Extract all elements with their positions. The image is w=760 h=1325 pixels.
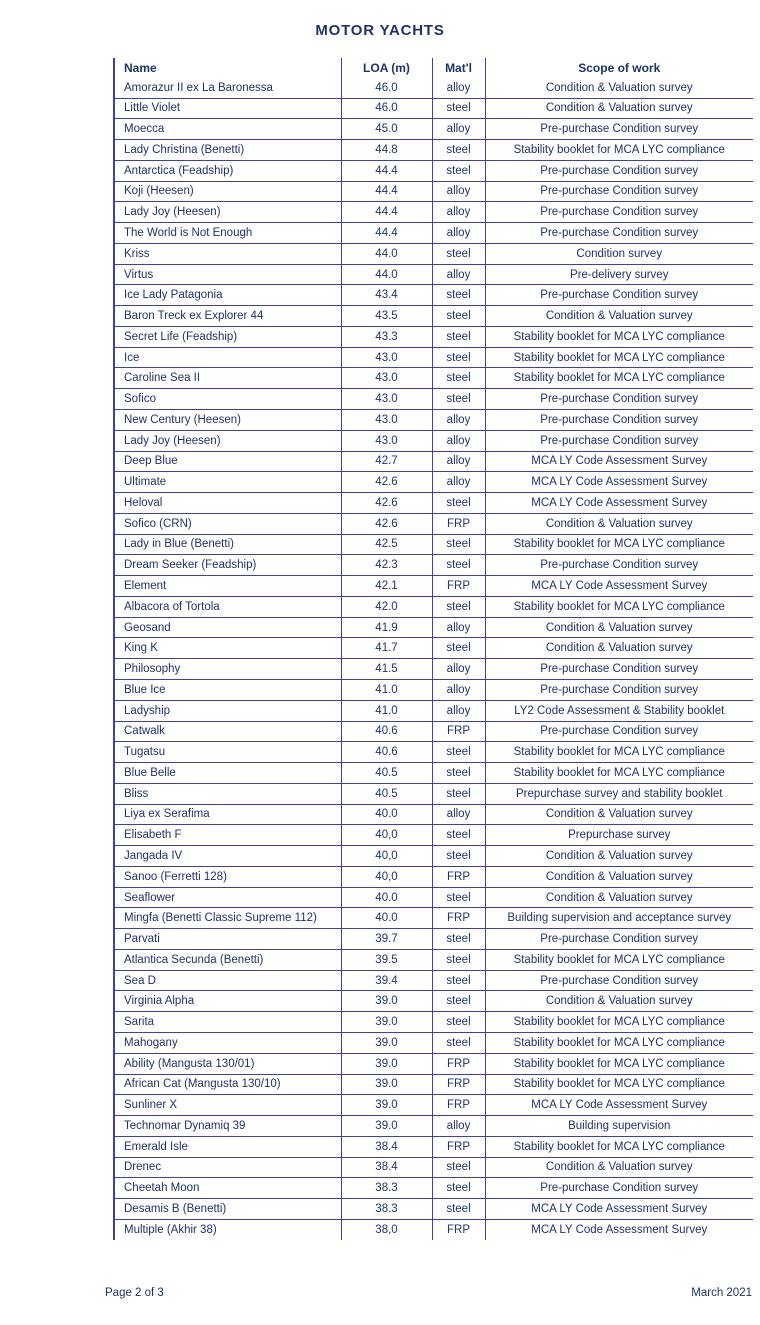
cell-material: alloy: [432, 410, 485, 431]
cell-loa: 39.4: [341, 970, 432, 991]
table-row: [114, 596, 753, 617]
cell-material: FRP: [432, 1074, 485, 1095]
cell-loa: 42.6: [341, 472, 432, 493]
cell-scope: Pre-purchase Condition survey: [485, 410, 753, 431]
cell-name: New Century (Heesen): [114, 410, 341, 431]
cell-scope: Condition & Valuation survey: [485, 804, 753, 825]
cell-scope: Condition & Valuation survey: [485, 866, 753, 887]
table-row: [114, 949, 753, 970]
table-row: [114, 306, 753, 327]
table-row: [114, 1095, 753, 1116]
cell-scope: MCA LY Code Assessment Survey: [485, 451, 753, 472]
cell-scope: Prepurchase survey and stability booklet: [485, 783, 753, 804]
cell-name: Multiple (Akhir 38): [114, 1219, 341, 1239]
cell-scope: Building supervision and acceptance survey: [485, 908, 753, 929]
table-row: [114, 929, 753, 950]
cell-loa: 43.4: [341, 285, 432, 306]
cell-scope: Stability booklet for MCA LYC compliance: [485, 1053, 753, 1074]
cell-material: alloy: [432, 119, 485, 140]
cell-loa: 42.5: [341, 534, 432, 555]
table-row: [114, 1012, 753, 1033]
cell-material: steel: [432, 140, 485, 161]
cell-name: Sea D: [114, 970, 341, 991]
cell-loa: 43.0: [341, 430, 432, 451]
cell-loa: 42.6: [341, 493, 432, 514]
cell-scope: MCA LY Code Assessment Survey: [485, 1199, 753, 1220]
cell-loa: 44.4: [341, 202, 432, 223]
table-row: [114, 866, 753, 887]
column-header-scope: Scope of work: [485, 58, 753, 78]
table-row: [114, 763, 753, 784]
cell-loa: 40.6: [341, 721, 432, 742]
cell-material: alloy: [432, 223, 485, 244]
table-row: [114, 430, 753, 451]
cell-scope: Condition survey: [485, 243, 753, 264]
table-row: [114, 1074, 753, 1095]
table-row: [114, 410, 753, 431]
cell-name: Philosophy: [114, 659, 341, 680]
cell-name: Ability (Mangusta 130/01): [114, 1053, 341, 1074]
cell-name: Element: [114, 576, 341, 597]
cell-name: Seaflower: [114, 887, 341, 908]
page-number: Page 2 of 3: [105, 1287, 164, 1299]
cell-name: Jangada IV: [114, 846, 341, 867]
table-row: [114, 1157, 753, 1178]
table-row: [114, 1178, 753, 1199]
table-row: [114, 576, 753, 597]
cell-name: Atlantica Secunda (Benetti): [114, 949, 341, 970]
cell-loa: 46.0: [341, 98, 432, 119]
cell-loa: 40.5: [341, 783, 432, 804]
cell-scope: Condition & Valuation survey: [485, 98, 753, 119]
cell-loa: 43.3: [341, 326, 432, 347]
table-row: [114, 555, 753, 576]
cell-name: Ultimate: [114, 472, 341, 493]
cell-scope: Building supervision: [485, 1116, 753, 1137]
cell-loa: 39.0: [341, 1074, 432, 1095]
table-row: [114, 679, 753, 700]
cell-material: alloy: [432, 700, 485, 721]
cell-name: Emerald Isle: [114, 1136, 341, 1157]
cell-name: Deep Blue: [114, 451, 341, 472]
cell-loa: 40.0: [341, 804, 432, 825]
cell-loa: 44.4: [341, 160, 432, 181]
cell-name: Ice: [114, 347, 341, 368]
cell-name: Mingfa (Benetti Classic Supreme 112): [114, 908, 341, 929]
cell-material: alloy: [432, 430, 485, 451]
cell-scope: Prepurchase survey: [485, 825, 753, 846]
cell-scope: Stability booklet for MCA LYC compliance: [485, 326, 753, 347]
cell-name: Sarita: [114, 1012, 341, 1033]
table-row: [114, 846, 753, 867]
cell-material: steel: [432, 347, 485, 368]
cell-loa: 44.0: [341, 243, 432, 264]
cell-name: Tugatsu: [114, 742, 341, 763]
table-row: [114, 223, 753, 244]
cell-loa: 44.4: [341, 223, 432, 244]
cell-loa: 39.0: [341, 1116, 432, 1137]
cell-material: FRP: [432, 1095, 485, 1116]
table-row: [114, 451, 753, 472]
cell-loa: 40.5: [341, 763, 432, 784]
cell-scope: Pre-purchase Condition survey: [485, 389, 753, 410]
column-header-material: Mat'l: [432, 58, 485, 78]
table-row: [114, 1199, 753, 1220]
cell-loa: 43.0: [341, 410, 432, 431]
table-row: [114, 78, 753, 98]
table-row: [114, 970, 753, 991]
cell-material: alloy: [432, 1116, 485, 1137]
cell-material: steel: [432, 1178, 485, 1199]
cell-scope: MCA LY Code Assessment Survey: [485, 493, 753, 514]
cell-material: FRP: [432, 513, 485, 534]
cell-name: King K: [114, 638, 341, 659]
table-row: [114, 140, 753, 161]
cell-scope: Pre-purchase Condition survey: [485, 119, 753, 140]
cell-name: Blue Ice: [114, 679, 341, 700]
cell-material: steel: [432, 493, 485, 514]
cell-scope: Pre-purchase Condition survey: [485, 1178, 753, 1199]
cell-name: Lady Joy (Heesen): [114, 430, 341, 451]
cell-material: alloy: [432, 451, 485, 472]
cell-loa: 42.1: [341, 576, 432, 597]
cell-material: steel: [432, 555, 485, 576]
cell-scope: Pre-purchase Condition survey: [485, 555, 753, 576]
cell-material: steel: [432, 763, 485, 784]
cell-name: Lady Joy (Heesen): [114, 202, 341, 223]
table-header-row: [114, 58, 753, 78]
cell-loa: 40,0: [341, 825, 432, 846]
cell-scope: Pre-purchase Condition survey: [485, 181, 753, 202]
cell-scope: Stability booklet for MCA LYC compliance: [485, 140, 753, 161]
cell-name: Baron Treck ex Explorer 44: [114, 306, 341, 327]
cell-loa: 42.0: [341, 596, 432, 617]
page-title: MOTOR YACHTS: [315, 22, 445, 39]
cell-loa: 39.0: [341, 1095, 432, 1116]
cell-scope: Pre-purchase Condition survey: [485, 160, 753, 181]
cell-loa: 43.0: [341, 347, 432, 368]
cell-material: steel: [432, 160, 485, 181]
cell-name: Sofico: [114, 389, 341, 410]
cell-loa: 44.8: [341, 140, 432, 161]
cell-scope: Stability booklet for MCA LYC compliance: [485, 1012, 753, 1033]
cell-loa: 39.5: [341, 949, 432, 970]
cell-loa: 39.7: [341, 929, 432, 950]
cell-name: Heloval: [114, 493, 341, 514]
cell-scope: Stability booklet for MCA LYC compliance: [485, 763, 753, 784]
cell-material: alloy: [432, 659, 485, 680]
cell-name: Mahogany: [114, 1032, 341, 1053]
cell-loa: 39.0: [341, 991, 432, 1012]
table-row: [114, 908, 753, 929]
table-row: [114, 659, 753, 680]
cell-loa: 40.0: [341, 887, 432, 908]
cell-name: Virginia Alpha: [114, 991, 341, 1012]
cell-material: steel: [432, 742, 485, 763]
cell-scope: Stability booklet for MCA LYC compliance: [485, 368, 753, 389]
cell-loa: 43.0: [341, 389, 432, 410]
cell-name: Koji (Heesen): [114, 181, 341, 202]
cell-loa: 44.4: [341, 181, 432, 202]
cell-material: alloy: [432, 78, 485, 98]
cell-scope: Pre-purchase Condition survey: [485, 679, 753, 700]
cell-material: alloy: [432, 264, 485, 285]
cell-material: FRP: [432, 908, 485, 929]
cell-loa: 38.3: [341, 1178, 432, 1199]
table-row: [114, 991, 753, 1012]
cell-scope: Pre-purchase Condition survey: [485, 721, 753, 742]
cell-scope: Stability booklet for MCA LYC compliance: [485, 347, 753, 368]
cell-scope: Stability booklet for MCA LYC compliance: [485, 1074, 753, 1095]
cell-loa: 40,0: [341, 866, 432, 887]
cell-material: steel: [432, 1012, 485, 1033]
cell-name: Catwalk: [114, 721, 341, 742]
cell-name: Lady Christina (Benetti): [114, 140, 341, 161]
table-row: [114, 493, 753, 514]
cell-scope: Condition & Valuation survey: [485, 846, 753, 867]
cell-name: Dream Seeker (Feadship): [114, 555, 341, 576]
cell-scope: Pre-purchase Condition survey: [485, 659, 753, 680]
cell-name: Drenec: [114, 1157, 341, 1178]
cell-material: steel: [432, 949, 485, 970]
cell-scope: Condition & Valuation survey: [485, 78, 753, 98]
cell-material: steel: [432, 991, 485, 1012]
cell-material: alloy: [432, 679, 485, 700]
cell-material: steel: [432, 638, 485, 659]
cell-loa: 44.0: [341, 264, 432, 285]
cell-material: steel: [432, 783, 485, 804]
cell-loa: 41.9: [341, 617, 432, 638]
cell-name: Sunliner X: [114, 1095, 341, 1116]
cell-scope: Condition & Valuation survey: [485, 1157, 753, 1178]
cell-scope: Condition & Valuation survey: [485, 887, 753, 908]
cell-name: Desamis B (Benetti): [114, 1199, 341, 1220]
cell-scope: Pre-delivery survey: [485, 264, 753, 285]
cell-material: steel: [432, 929, 485, 950]
cell-material: steel: [432, 846, 485, 867]
cell-material: steel: [432, 326, 485, 347]
cell-loa: 43.0: [341, 368, 432, 389]
cell-name: Sanoo (Ferretti 128): [114, 866, 341, 887]
table-row: [114, 472, 753, 493]
yacht-table: [113, 58, 753, 1240]
table-row: [114, 721, 753, 742]
table-row: [114, 742, 753, 763]
cell-name: Bliss: [114, 783, 341, 804]
cell-loa: 41.0: [341, 700, 432, 721]
cell-scope: Stability booklet for MCA LYC compliance: [485, 949, 753, 970]
table-row: [114, 1136, 753, 1157]
cell-material: FRP: [432, 1136, 485, 1157]
table-row: [114, 783, 753, 804]
cell-loa: 43.5: [341, 306, 432, 327]
cell-loa: 41.0: [341, 679, 432, 700]
cell-name: Geosand: [114, 617, 341, 638]
cell-material: steel: [432, 825, 485, 846]
table-row: [114, 617, 753, 638]
cell-name: Technomar Dynamiq 39: [114, 1116, 341, 1137]
cell-scope: Stability booklet for MCA LYC compliance: [485, 1136, 753, 1157]
cell-name: Ice Lady Patagonia: [114, 285, 341, 306]
cell-loa: 38.4: [341, 1136, 432, 1157]
table-row: [114, 243, 753, 264]
cell-material: steel: [432, 98, 485, 119]
cell-name: Caroline Sea II: [114, 368, 341, 389]
cell-name: Kriss: [114, 243, 341, 264]
cell-loa: 38,0: [341, 1219, 432, 1239]
cell-name: Moecca: [114, 119, 341, 140]
cell-loa: 38.4: [341, 1157, 432, 1178]
cell-scope: Stability booklet for MCA LYC compliance: [485, 742, 753, 763]
cell-name: Little Violet: [114, 98, 341, 119]
cell-loa: 39.0: [341, 1012, 432, 1033]
table-row: [114, 1116, 753, 1137]
cell-loa: 42.3: [341, 555, 432, 576]
cell-material: FRP: [432, 866, 485, 887]
cell-material: FRP: [432, 721, 485, 742]
table-row: [114, 534, 753, 555]
table-row: [114, 389, 753, 410]
cell-name: Sofico (CRN): [114, 513, 341, 534]
table-row: [114, 368, 753, 389]
cell-scope: Stability booklet for MCA LYC compliance: [485, 1032, 753, 1053]
table-row: [114, 825, 753, 846]
cell-scope: Pre-purchase Condition survey: [485, 223, 753, 244]
cell-name: Elisabeth F: [114, 825, 341, 846]
cell-material: steel: [432, 368, 485, 389]
cell-name: Cheetah Moon: [114, 1178, 341, 1199]
cell-material: steel: [432, 1032, 485, 1053]
cell-material: steel: [432, 1157, 485, 1178]
cell-name: Secret Life (Feadship): [114, 326, 341, 347]
cell-material: steel: [432, 534, 485, 555]
table-row: [114, 700, 753, 721]
cell-material: FRP: [432, 576, 485, 597]
cell-material: FRP: [432, 1053, 485, 1074]
cell-scope: Condition & Valuation survey: [485, 513, 753, 534]
cell-material: alloy: [432, 617, 485, 638]
table-row: [114, 285, 753, 306]
cell-name: The World is Not Enough: [114, 223, 341, 244]
cell-material: steel: [432, 243, 485, 264]
cell-material: steel: [432, 389, 485, 410]
table-row: [114, 887, 753, 908]
cell-loa: 42.7: [341, 451, 432, 472]
cell-loa: 45.0: [341, 119, 432, 140]
cell-name: Antarctica (Feadship): [114, 160, 341, 181]
document-date: March 2021: [691, 1287, 752, 1299]
cell-scope: Condition & Valuation survey: [485, 638, 753, 659]
cell-scope: MCA LY Code Assessment Survey: [485, 576, 753, 597]
cell-name: Ladyship: [114, 700, 341, 721]
cell-scope: Stability booklet for MCA LYC compliance: [485, 596, 753, 617]
table-row: [114, 98, 753, 119]
cell-name: Parvati: [114, 929, 341, 950]
cell-name: Virtus: [114, 264, 341, 285]
cell-loa: 38.3: [341, 1199, 432, 1220]
cell-material: FRP: [432, 1219, 485, 1239]
cell-loa: 41.5: [341, 659, 432, 680]
cell-loa: 46.0: [341, 78, 432, 98]
cell-material: alloy: [432, 472, 485, 493]
column-header-loa: LOA (m): [341, 58, 432, 78]
cell-name: African Cat (Mangusta 130/10): [114, 1074, 341, 1095]
table-row: [114, 513, 753, 534]
table-row: [114, 202, 753, 223]
cell-scope: MCA LY Code Assessment Survey: [485, 1095, 753, 1116]
cell-material: steel: [432, 285, 485, 306]
table-row: [114, 638, 753, 659]
cell-name: Lady in Blue (Benetti): [114, 534, 341, 555]
cell-material: steel: [432, 1199, 485, 1220]
table-row: [114, 119, 753, 140]
cell-name: Blue Belle: [114, 763, 341, 784]
cell-loa: 40.6: [341, 742, 432, 763]
table-row: [114, 264, 753, 285]
cell-scope: Condition & Valuation survey: [485, 617, 753, 638]
cell-loa: 40,0: [341, 846, 432, 867]
cell-loa: 41.7: [341, 638, 432, 659]
column-header-name: Name: [114, 58, 341, 78]
cell-name: Liya ex Serafima: [114, 804, 341, 825]
table-row: [114, 347, 753, 368]
table-row: [114, 326, 753, 347]
cell-scope: Pre-purchase Condition survey: [485, 202, 753, 223]
cell-loa: 39.0: [341, 1032, 432, 1053]
cell-scope: Pre-purchase Condition survey: [485, 430, 753, 451]
cell-scope: MCA LY Code Assessment Survey: [485, 472, 753, 493]
cell-loa: 42.6: [341, 513, 432, 534]
cell-material: alloy: [432, 202, 485, 223]
table-row: [114, 160, 753, 181]
table-row: [114, 804, 753, 825]
cell-material: steel: [432, 970, 485, 991]
cell-name: Albacora of Tortola: [114, 596, 341, 617]
cell-scope: Pre-purchase Condition survey: [485, 970, 753, 991]
cell-material: alloy: [432, 804, 485, 825]
cell-scope: Condition & Valuation survey: [485, 991, 753, 1012]
cell-material: steel: [432, 887, 485, 908]
cell-material: steel: [432, 306, 485, 327]
table-row: [114, 1032, 753, 1053]
cell-scope: Pre-purchase Condition survey: [485, 929, 753, 950]
cell-loa: 40.0: [341, 908, 432, 929]
table-row: [114, 1053, 753, 1074]
cell-loa: 39.0: [341, 1053, 432, 1074]
cell-scope: LY2 Code Assessment & Stability booklet: [485, 700, 753, 721]
cell-scope: Stability booklet for MCA LYC compliance: [485, 534, 753, 555]
table-row: [114, 181, 753, 202]
cell-material: steel: [432, 596, 485, 617]
cell-scope: Condition & Valuation survey: [485, 306, 753, 327]
cell-name: Amorazur II ex La Baronessa: [114, 78, 341, 98]
cell-material: alloy: [432, 181, 485, 202]
table-row: [114, 1219, 753, 1239]
cell-scope: Pre-purchase Condition survey: [485, 285, 753, 306]
cell-scope: MCA LY Code Assessment Survey: [485, 1219, 753, 1239]
